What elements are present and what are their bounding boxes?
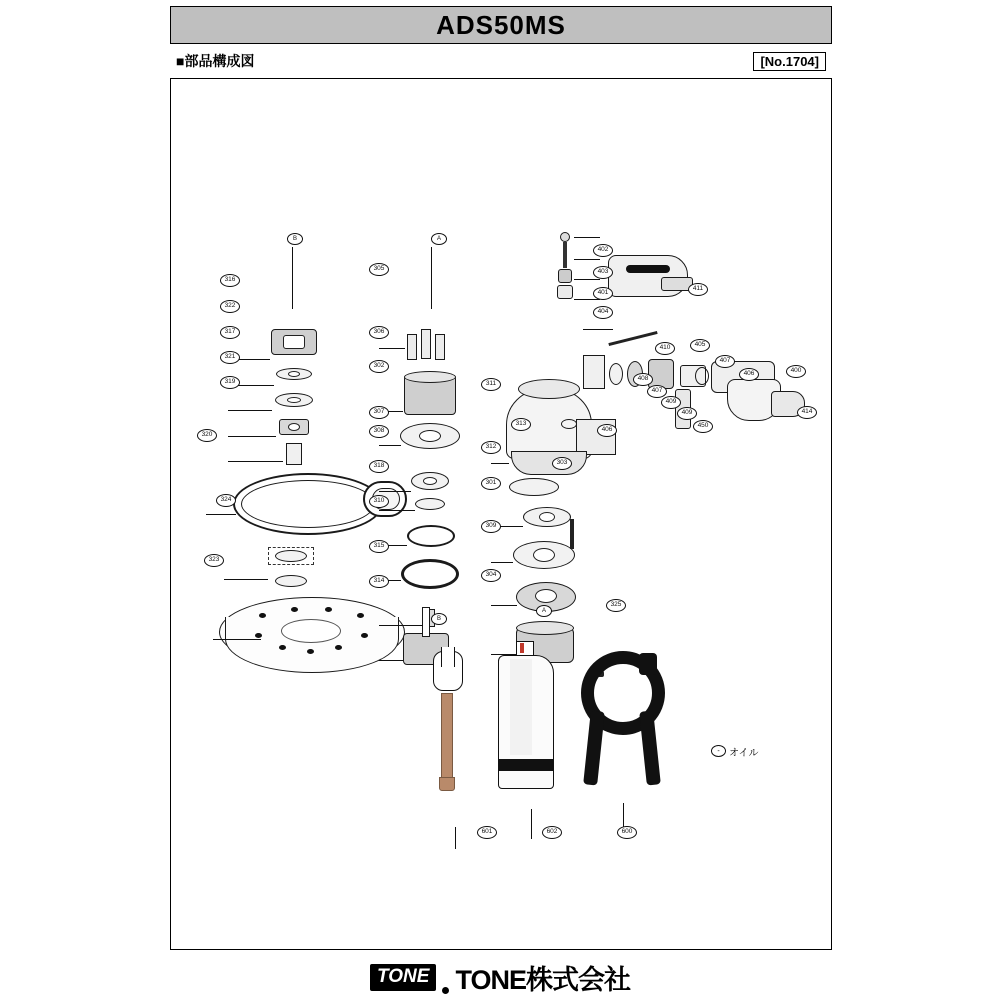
part-balloon-407: 407 — [647, 385, 667, 398]
part-balloon-409: 409 — [661, 396, 681, 409]
part-housing-skirt — [511, 451, 587, 475]
part-balloon-305: 305 — [369, 263, 389, 276]
part-washer-322-hole — [288, 371, 300, 377]
footer — [0, 955, 1000, 1000]
part-balloon-450: 450 — [693, 420, 713, 433]
part-balloon-410: 410 — [655, 342, 675, 355]
part-balloon-301: 301 — [481, 477, 501, 490]
part-collar-321-hole — [288, 423, 300, 431]
part-balloon-325: 325 — [606, 599, 626, 612]
leader-line — [228, 461, 283, 462]
part-balloon-307: 307 — [369, 406, 389, 419]
part-flange-309-hub — [535, 589, 557, 603]
leader-line — [228, 410, 272, 411]
part-balloon-321: 321 — [220, 351, 240, 364]
part-balloon-306: 306 — [369, 326, 389, 339]
part-balloon-313: 313 — [511, 418, 531, 431]
part-vane-305-c — [435, 334, 445, 360]
part-balloon-601: 601 — [477, 826, 497, 839]
part-washer-308 — [415, 498, 445, 510]
leader-line — [228, 436, 276, 437]
leader-line — [379, 510, 415, 511]
part-pin-303 — [570, 519, 574, 549]
oil-legend-label: オイル — [729, 748, 759, 759]
part-balloon-315: 315 — [369, 540, 389, 553]
leader-line — [574, 259, 600, 260]
part-balloon-312: 312 — [481, 441, 501, 454]
leader-line — [206, 514, 236, 515]
leader-line — [491, 562, 513, 563]
part-oring-406b — [561, 419, 577, 429]
part-balloon-406: 406 — [597, 424, 617, 437]
oil-symbol-glyph: - — [717, 747, 720, 755]
part-balloon-400: 400 — [786, 365, 806, 378]
part-balloon-a: A — [536, 605, 552, 617]
tone-logo: TONE — [370, 964, 436, 991]
part-vane-305-a — [407, 334, 417, 360]
leader-line — [379, 445, 401, 446]
page-title: ADS50MS — [436, 9, 566, 40]
logo-dot-icon — [442, 987, 449, 994]
leader-line — [491, 654, 517, 655]
part-bearing-316-inner — [283, 335, 305, 349]
part-balloon-310: 310 — [369, 495, 389, 508]
leader-line — [379, 348, 405, 349]
leader-line — [292, 247, 293, 309]
part-ring-310 — [401, 559, 459, 589]
part-balloon-320: 320 — [197, 429, 217, 442]
part-washer-407 — [609, 363, 623, 385]
leader-line — [574, 299, 600, 300]
leader-line — [455, 827, 456, 849]
part-balloon-316: 316 — [220, 274, 240, 287]
part-balloon-405: 405 — [690, 339, 710, 352]
part-balloon-404: 404 — [593, 306, 613, 319]
part-balloon-b: B — [431, 613, 447, 625]
leader-line — [379, 491, 411, 492]
leader-line — [583, 329, 613, 330]
document-number-badge: [No.1704] — [753, 52, 826, 71]
leader-line — [213, 639, 261, 640]
part-balloon-408: 408 — [633, 373, 653, 386]
part-pin-410 — [608, 331, 657, 346]
part-rod-403 — [563, 242, 567, 268]
part-324-a — [275, 550, 307, 562]
part-balloon-309: 309 — [481, 520, 501, 533]
part-balloon-a: A — [431, 233, 447, 245]
part-plate-311 — [509, 478, 559, 496]
leader-line — [531, 809, 532, 839]
leader-line — [574, 279, 600, 280]
part-balloon-311: 311 — [481, 378, 501, 391]
part-valve-404 — [557, 285, 573, 299]
part-balloon-403: 403 — [593, 266, 613, 279]
leader-line — [379, 625, 423, 626]
leader-line — [431, 247, 432, 309]
part-valve-block-408 — [583, 355, 605, 389]
leader-line — [224, 579, 268, 580]
part-air-hose-600 — [581, 651, 667, 801]
part-seal-317-hole — [287, 397, 301, 403]
leader-line — [574, 237, 600, 238]
part-spring-401 — [558, 269, 572, 283]
part-324-b — [275, 575, 307, 587]
part-cylinder-306-top — [404, 371, 456, 383]
part-lever-402 — [560, 232, 570, 242]
part-balloon-317: 317 — [220, 326, 240, 339]
part-balloon-323: 323 — [204, 554, 224, 567]
part-vane-305-b — [421, 329, 431, 359]
part-balloon-314: 314 — [369, 575, 389, 588]
part-bearing-307-hole — [423, 477, 437, 485]
part-shaft-319 — [286, 443, 302, 465]
leader-line — [379, 660, 403, 661]
part-oring-406 — [695, 367, 709, 385]
section-label: ■部品構成図 — [176, 53, 255, 69]
part-balloon-414: 414 — [797, 406, 817, 419]
part-balloon-319: 319 — [220, 376, 240, 389]
company-name: TONE株式会社 — [455, 965, 630, 995]
section-header — [170, 48, 830, 72]
part-balloon-406: 406 — [739, 368, 759, 381]
part-balloon-402: 402 — [593, 244, 613, 257]
part-ring-312-hole — [539, 512, 555, 522]
part-sanding-pad-323 — [219, 597, 405, 679]
leader-line — [491, 605, 517, 606]
part-oring-318 — [407, 525, 455, 547]
part-cap-301-hole — [533, 548, 555, 562]
part-balloon-322: 322 — [220, 300, 240, 313]
leader-line — [491, 463, 509, 464]
model-title-bar — [170, 6, 832, 44]
part-balloon-b: B — [287, 233, 303, 245]
part-endcap-304-top — [516, 621, 574, 635]
part-balloon-304: 304 — [481, 569, 501, 582]
part-throttle-lever-411-detail — [626, 265, 670, 273]
part-balloon-308: 308 — [369, 425, 389, 438]
part-spindle-314-shaft — [422, 607, 430, 637]
part-endplate-302-hub — [419, 430, 441, 442]
part-balloon-407: 407 — [715, 355, 735, 368]
part-oil-bottle-602 — [496, 641, 558, 803]
part-balloon-401: 401 — [593, 287, 613, 300]
part-balloon-409: 409 — [677, 407, 697, 420]
part-balloon-324: 324 — [216, 494, 236, 507]
diagram-frame — [170, 78, 832, 950]
part-balloon-318: 318 — [369, 460, 389, 473]
part-main-housing-top — [518, 379, 580, 399]
oil-symbol-icon — [711, 745, 726, 757]
part-balloon-600: 600 — [617, 826, 637, 839]
part-wrench-601 — [433, 651, 463, 801]
part-balloon-411: 411 — [688, 283, 708, 296]
part-balloon-602: 602 — [542, 826, 562, 839]
part-balloon-302: 302 — [369, 360, 389, 373]
part-balloon-303: 303 — [552, 457, 572, 470]
part-bushing-409b — [648, 359, 674, 389]
